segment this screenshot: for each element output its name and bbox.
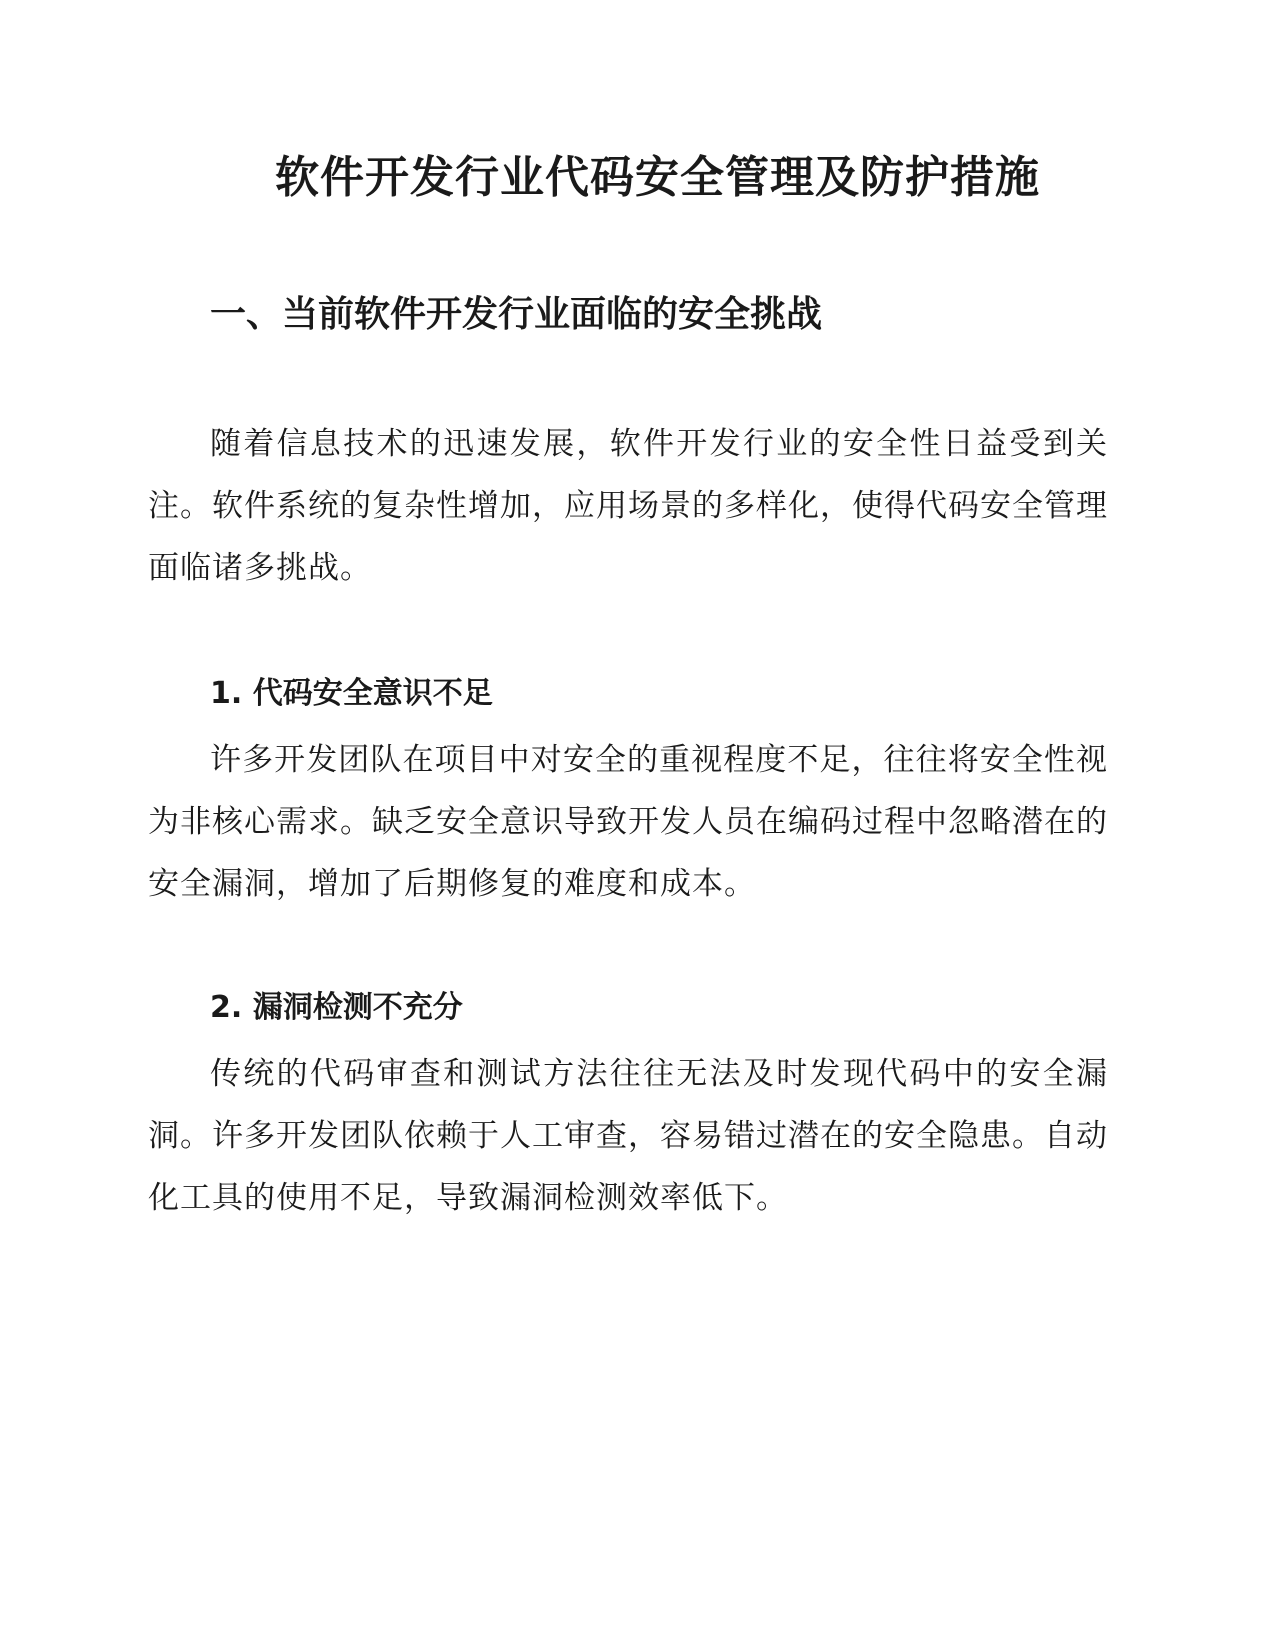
section-heading: 一、当前软件开发行业面临的安全挑战 xyxy=(210,294,823,335)
document-title: 软件开发行业代码安全管理及防护措施 xyxy=(275,152,1040,203)
subsection-heading-2: 2. 漏洞检测不充分 xyxy=(210,990,463,1025)
intro-paragraph: 随着信息技术的迅速发展，软件开发行业的安全性日益受到关注。软件系统的复杂性增加，应用场景的多样化，使得代码安全管理面临诸多挑战。 xyxy=(148,426,1108,586)
subsection-heading-1: 1. 代码安全意识不足 xyxy=(210,676,493,711)
subsection-paragraph-2: 传统的代码审查和测试方法往往无法及时发现代码中的安全漏洞。许多开发团队依赖于人工审查，容易错过潜在的安全隐患。自动化工具的使用不足，导致漏洞检测效率低下。 xyxy=(148,1056,1108,1216)
subsection-paragraph-1: 许多开发团队在项目中对安全的重视程度不足，往往将安全性视为非核心需求。缺乏安全意识导致开发人员在编码过程中忽略潜在的安全漏洞，增加了后期修复的难度和成本。 xyxy=(148,742,1108,902)
